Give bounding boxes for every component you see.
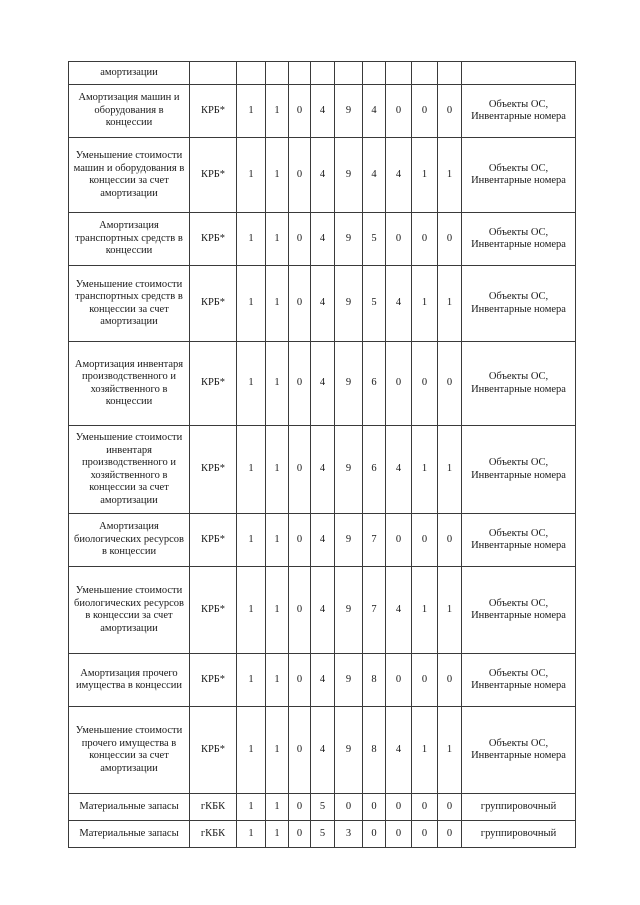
account-name-cell: Амортизация прочего имущества в концессии [69,654,190,707]
account-code-digit-9: 1 [438,138,462,213]
account-code-digit-1: 1 [237,85,266,138]
table-row [69,514,576,567]
account-code-digit-3: 0 [289,266,311,342]
analytics-cell: Объекты ОС, Инвентарные номера [462,213,576,266]
account-code-digit-5: 9 [335,213,363,266]
analytics-cell [462,62,576,85]
account-name-cell: Амортизация транспортных средств в концессии [69,213,190,266]
account-name-cell: амортизации [69,62,190,85]
table-row [69,266,576,342]
account-code-digit-8: 0 [412,654,438,707]
account-code-digit-6: 0 [363,794,386,821]
account-code-digit-4: 5 [311,794,335,821]
table-row [69,138,576,213]
account-code-digit-3: 0 [289,426,311,514]
account-code-digit-3: 0 [289,85,311,138]
account-code-digit-8: 0 [412,794,438,821]
account-code-digit-7: 0 [386,654,412,707]
table-row [69,213,576,266]
account-code-digit-2 [266,62,289,85]
table-row [69,426,576,514]
analytics-cell: группировочный [462,794,576,821]
account-code-digit-1: 1 [237,821,266,848]
account-code-digit-4: 4 [311,654,335,707]
account-code-digit-2: 1 [266,821,289,848]
account-type-cell: КРБ* [190,138,237,213]
account-code-digit-7: 0 [386,213,412,266]
account-code-digit-2: 1 [266,707,289,794]
account-type-cell: КРБ* [190,514,237,567]
table-body [69,62,576,848]
account-code-digit-1: 1 [237,266,266,342]
account-code-digit-1: 1 [237,707,266,794]
account-code-digit-1: 1 [237,426,266,514]
account-type-cell: КРБ* [190,85,237,138]
account-code-digit-2: 1 [266,342,289,426]
account-code-digit-7: 0 [386,514,412,567]
analytics-cell: Объекты ОС, Инвентарные номера [462,85,576,138]
account-code-digit-8: 1 [412,426,438,514]
account-name-cell: Материальные запасы [69,794,190,821]
account-code-digit-1: 1 [237,514,266,567]
account-code-digit-2: 1 [266,794,289,821]
account-code-digit-8: 0 [412,85,438,138]
account-code-digit-9: 0 [438,794,462,821]
table-row [69,794,576,821]
account-code-digit-1: 1 [237,794,266,821]
account-name-cell: Амортизация биологических ресурсов в концессии [69,514,190,567]
account-name-cell: Уменьшение стоимости транспортных средств в концессии за счет амортизации [69,266,190,342]
account-code-digit-7: 0 [386,85,412,138]
analytics-cell: Объекты ОС, Инвентарные номера [462,426,576,514]
account-code-digit-8: 1 [412,707,438,794]
account-type-cell: КРБ* [190,654,237,707]
account-code-digit-5: 9 [335,654,363,707]
account-code-digit-8 [412,62,438,85]
account-code-digit-5: 3 [335,821,363,848]
analytics-cell: Объекты ОС, Инвентарные номера [462,138,576,213]
account-name-cell: Материальные запасы [69,821,190,848]
account-type-cell [190,62,237,85]
account-name-cell: Уменьшение стоимости биологических ресурсов в концессии за счет амортизации [69,567,190,654]
account-code-digit-3: 0 [289,821,311,848]
account-code-digit-8: 0 [412,213,438,266]
table-row [69,62,576,85]
account-code-digit-6: 4 [363,138,386,213]
account-code-digit-8: 0 [412,821,438,848]
account-code-digit-4: 4 [311,707,335,794]
accounts-table [68,61,576,848]
account-code-digit-6: 5 [363,266,386,342]
account-code-digit-8: 0 [412,342,438,426]
table-row [69,707,576,794]
account-name-cell: Амортизация инвентаря производственного и хозяйственного в концессии [69,342,190,426]
account-code-digit-4: 4 [311,514,335,567]
account-code-digit-3: 0 [289,567,311,654]
account-type-cell: гКБК [190,794,237,821]
account-code-digit-7: 4 [386,567,412,654]
account-code-digit-2: 1 [266,213,289,266]
account-code-digit-3 [289,62,311,85]
account-code-digit-9: 0 [438,213,462,266]
account-code-digit-4: 4 [311,266,335,342]
account-code-digit-7: 0 [386,342,412,426]
table-row [69,85,576,138]
account-code-digit-4: 4 [311,213,335,266]
table-row [69,654,576,707]
account-code-digit-9: 0 [438,514,462,567]
account-code-digit-1: 1 [237,654,266,707]
account-code-digit-8: 1 [412,138,438,213]
account-code-digit-9: 0 [438,342,462,426]
account-code-digit-9: 1 [438,707,462,794]
account-code-digit-5: 9 [335,138,363,213]
account-code-digit-4: 4 [311,342,335,426]
analytics-cell: Объекты ОС, Инвентарные номера [462,514,576,567]
account-code-digit-9 [438,62,462,85]
account-code-digit-7 [386,62,412,85]
account-code-digit-1 [237,62,266,85]
account-code-digit-6: 7 [363,567,386,654]
account-code-digit-3: 0 [289,138,311,213]
account-name-cell: Амортизация машин и оборудования в концессии [69,85,190,138]
account-code-digit-4: 4 [311,567,335,654]
account-code-digit-5: 0 [335,794,363,821]
account-code-digit-1: 1 [237,567,266,654]
account-code-digit-2: 1 [266,266,289,342]
account-code-digit-1: 1 [237,138,266,213]
account-name-cell: Уменьшение стоимости инвентаря производственного и хозяйственного в концессии за счет амортизации [69,426,190,514]
account-code-digit-2: 1 [266,138,289,213]
account-code-digit-6: 6 [363,342,386,426]
account-type-cell: КРБ* [190,707,237,794]
account-code-digit-5: 9 [335,514,363,567]
account-code-digit-2: 1 [266,567,289,654]
account-code-digit-6: 6 [363,426,386,514]
account-code-digit-6: 4 [363,85,386,138]
account-code-digit-5: 9 [335,567,363,654]
account-code-digit-7: 4 [386,266,412,342]
account-code-digit-6 [363,62,386,85]
table-row [69,567,576,654]
account-name-cell: Уменьшение стоимости прочего имущества в концессии за счет амортизации [69,707,190,794]
account-code-digit-7: 4 [386,426,412,514]
account-type-cell: гКБК [190,821,237,848]
account-code-digit-9: 1 [438,266,462,342]
account-code-digit-4: 4 [311,426,335,514]
analytics-cell: Объекты ОС, Инвентарные номера [462,266,576,342]
account-code-digit-3: 0 [289,707,311,794]
account-code-digit-7: 0 [386,794,412,821]
analytics-cell: Объекты ОС, Инвентарные номера [462,567,576,654]
account-code-digit-8: 1 [412,266,438,342]
account-name-cell: Уменьшение стоимости машин и оборудования в концессии за счет амортизации [69,138,190,213]
account-code-digit-5: 9 [335,266,363,342]
analytics-cell: группировочный [462,821,576,848]
table-row [69,342,576,426]
analytics-cell: Объекты ОС, Инвентарные номера [462,342,576,426]
account-code-digit-8: 0 [412,514,438,567]
account-code-digit-9: 1 [438,426,462,514]
account-code-digit-9: 0 [438,85,462,138]
account-code-digit-4: 4 [311,138,335,213]
account-code-digit-7: 4 [386,138,412,213]
account-code-digit-7: 0 [386,821,412,848]
table-row [69,821,576,848]
account-code-digit-5: 9 [335,85,363,138]
account-code-digit-6: 0 [363,821,386,848]
account-code-digit-2: 1 [266,514,289,567]
account-code-digit-5 [335,62,363,85]
account-code-digit-5: 9 [335,426,363,514]
account-code-digit-9: 0 [438,654,462,707]
account-code-digit-3: 0 [289,342,311,426]
account-code-digit-3: 0 [289,654,311,707]
account-code-digit-3: 0 [289,213,311,266]
account-code-digit-2: 1 [266,426,289,514]
account-code-digit-9: 1 [438,567,462,654]
account-type-cell: КРБ* [190,342,237,426]
account-code-digit-3: 0 [289,514,311,567]
account-code-digit-4 [311,62,335,85]
account-code-digit-9: 0 [438,821,462,848]
analytics-cell: Объекты ОС, Инвентарные номера [462,654,576,707]
account-code-digit-4: 5 [311,821,335,848]
account-code-digit-2: 1 [266,654,289,707]
account-code-digit-7: 4 [386,707,412,794]
account-type-cell: КРБ* [190,213,237,266]
account-code-digit-8: 1 [412,567,438,654]
account-code-digit-1: 1 [237,213,266,266]
account-type-cell: КРБ* [190,426,237,514]
account-code-digit-6: 7 [363,514,386,567]
account-code-digit-6: 5 [363,213,386,266]
account-code-digit-2: 1 [266,85,289,138]
account-code-digit-5: 9 [335,707,363,794]
account-code-digit-1: 1 [237,342,266,426]
account-code-digit-6: 8 [363,654,386,707]
account-type-cell: КРБ* [190,266,237,342]
analytics-cell: Объекты ОС, Инвентарные номера [462,707,576,794]
account-code-digit-6: 8 [363,707,386,794]
account-type-cell: КРБ* [190,567,237,654]
account-code-digit-4: 4 [311,85,335,138]
account-code-digit-3: 0 [289,794,311,821]
account-code-digit-5: 9 [335,342,363,426]
